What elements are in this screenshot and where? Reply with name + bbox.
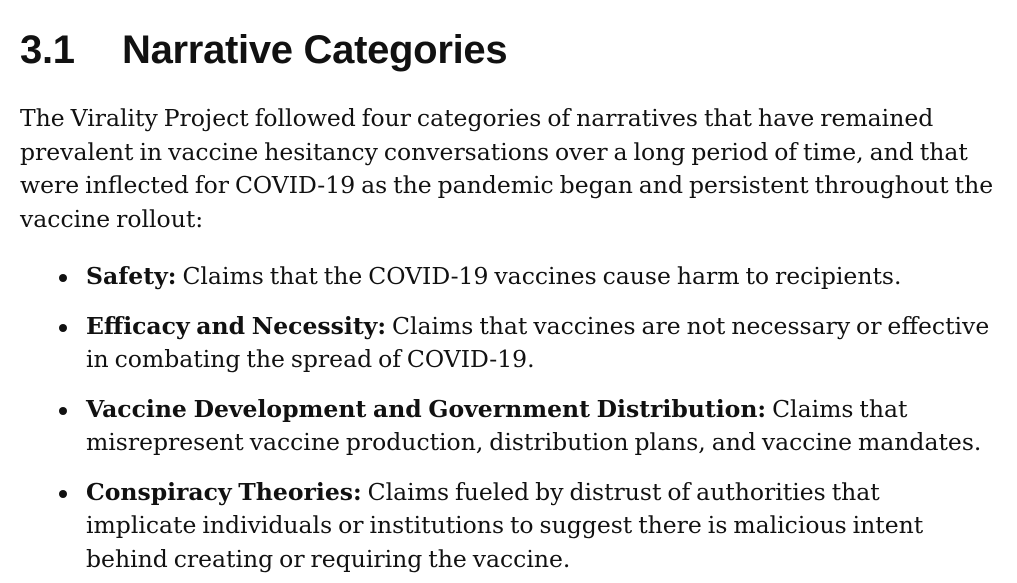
bullet-icon bbox=[59, 274, 67, 282]
category-term: Vaccine Development and Government Distribution: bbox=[86, 394, 767, 423]
list-item bbox=[20, 476, 993, 577]
bullet-icon bbox=[59, 490, 67, 498]
list-item bbox=[20, 260, 993, 294]
category-term: Safety: bbox=[86, 262, 177, 290]
category-term: Efficacy and Necessity: bbox=[86, 311, 386, 340]
category-description: Claims that misrepresent vaccine production, distribution plans, and vaccine mandates. bbox=[86, 394, 982, 456]
category-term: Conspiracy Theories: bbox=[86, 477, 362, 506]
category-description: Claims fueled by distrust of authorities that implicate individuals or institutions to suggest there is malicious intent behind creating or requiring the vaccine. bbox=[86, 477, 924, 573]
list-item bbox=[20, 393, 993, 460]
section-heading bbox=[20, 26, 997, 74]
bullet-icon bbox=[59, 324, 67, 332]
intro-paragraph: The Virality Project followed four categories of narratives that have remained prevalent in vaccine hesitancy conversations over a long period of time, and that were inflected for COVID-19 as the pandemic began and persistent throughout the vaccine rollout: bbox=[20, 104, 994, 233]
bullet-icon bbox=[59, 407, 67, 415]
section-title: Narrative Categories bbox=[122, 28, 508, 72]
list-item bbox=[20, 310, 993, 377]
category-description: Claims that vaccines are not necessary or effective in combating the spread of COVID-19. bbox=[86, 311, 990, 373]
category-list bbox=[20, 260, 997, 576]
category-description: Claims that the COVID-19 vaccines cause harm to recipients. bbox=[182, 262, 902, 290]
section-number: 3.1 bbox=[20, 28, 75, 72]
